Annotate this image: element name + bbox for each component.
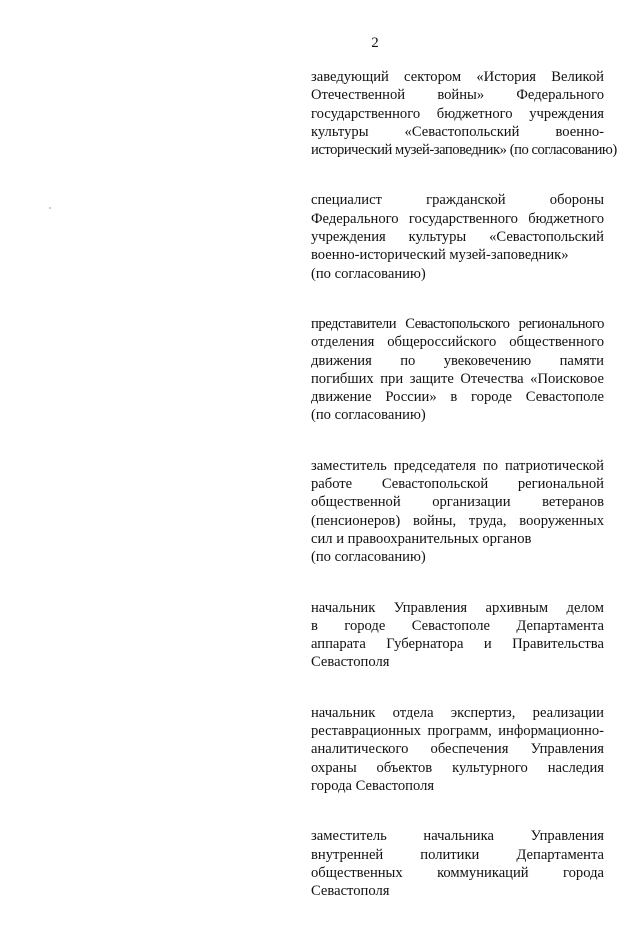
entry-line: общественных коммуникаций города <box>311 864 604 881</box>
list-item <box>311 599 604 672</box>
entry-line: аппарата Губернатора и Правительства <box>311 636 604 653</box>
list-item <box>311 827 604 900</box>
entry-line: работе Севастопольской региональной <box>311 476 604 493</box>
entry-line: заместитель начальника Управления <box>311 828 604 845</box>
entry-line: внутренней политики Департамента <box>311 846 604 863</box>
entry-line: сил и правоохранительных органов <box>311 530 532 547</box>
list-item <box>311 191 604 282</box>
entry-line: начальник Управления архивным делом <box>311 599 604 616</box>
entry-line: (по согласованию) <box>311 549 426 566</box>
entry-line: Федерального государственного бюджетного <box>311 210 604 227</box>
page-number: 2 <box>371 35 379 51</box>
entry-line: представители Севастопольского регионального <box>311 315 604 332</box>
entry-line: Отечественной войны» Федерального <box>311 87 604 104</box>
entry-line: в городе Севастополе Департамента <box>311 617 604 634</box>
entry-line: отделения общероссийского общественного <box>311 334 604 351</box>
entry-line: погибших при защите Отечества «Поисковое <box>311 370 604 387</box>
entry-line: заместитель председателя по патриотической <box>311 457 604 474</box>
list-item <box>311 457 604 567</box>
entry-line: (пенсионеров) войны, труда, вооруженных <box>311 512 604 529</box>
entry-line: (по согласованию) <box>311 407 426 424</box>
entry-line: города Севастополя <box>311 777 435 794</box>
entry-line: государственного бюджетного учреждения <box>311 105 604 122</box>
committee-members-list <box>311 68 617 932</box>
scan-speck <box>49 207 51 209</box>
entry-line: движения по увековечению памяти <box>311 352 604 369</box>
entry-line: исторический музей-заповедник» (по согласованию) <box>311 142 617 159</box>
entry-line: заведующий сектором «История Великой <box>311 69 604 85</box>
entry-line: Севастополя <box>311 654 390 671</box>
entry-line: охраны объектов культурного наследия <box>311 759 604 776</box>
entry-line: движение России» в городе Севастополе <box>311 389 604 406</box>
entry-line: реставрационных программ, информационно- <box>311 723 604 740</box>
entry-line: военно-исторический музей-заповедник» <box>311 247 569 264</box>
entry-line: общественной организации ветеранов <box>311 494 604 511</box>
list-item <box>311 315 604 425</box>
entry-line: учреждения культуры «Севастопольский <box>311 229 604 246</box>
entry-line: Севастополя <box>311 883 390 900</box>
entry-line: культуры «Севастопольский военно- <box>311 123 604 140</box>
list-item <box>311 704 604 795</box>
entry-line: начальник отдела экспертиз, реализации <box>311 704 604 721</box>
entry-line: специалист гражданской обороны <box>311 192 604 209</box>
entry-line: (по согласованию) <box>311 265 426 282</box>
list-item <box>311 68 617 159</box>
entry-line: аналитического обеспечения Управления <box>311 741 604 758</box>
